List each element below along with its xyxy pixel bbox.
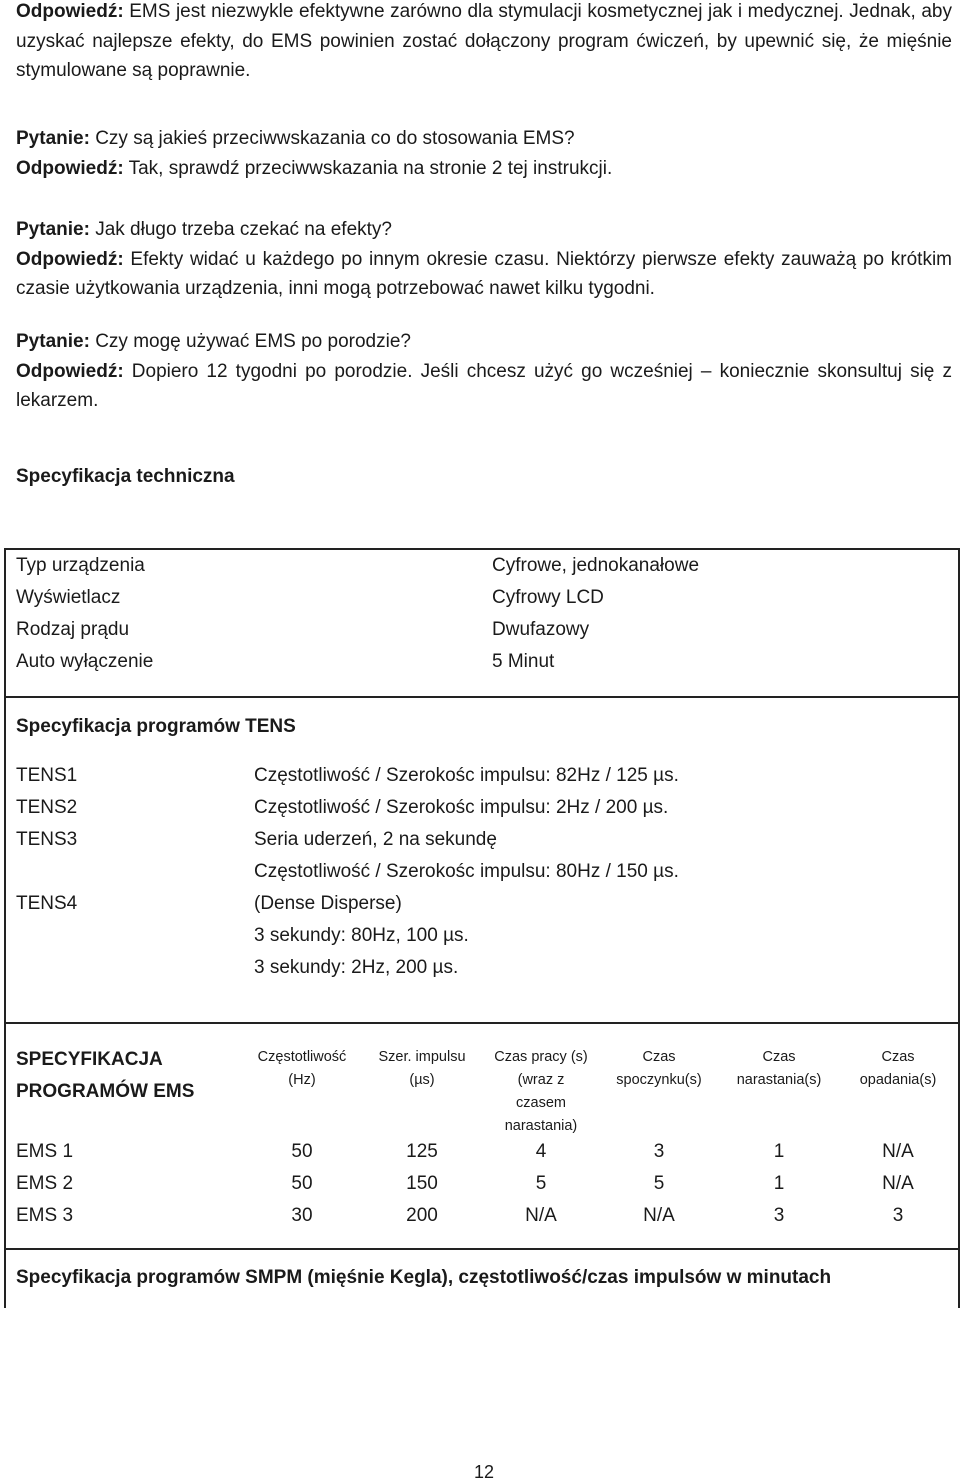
ems-cell: 3 (773, 1205, 785, 1226)
ems-cell: 3 (653, 1141, 665, 1162)
smpm-spec-box (4, 1250, 960, 1308)
spec-label: Rodzaj prądu (16, 619, 130, 640)
faq-question (16, 215, 952, 245)
header-line: Częstotliwość (257, 1049, 347, 1065)
ems-cell: 150 (406, 1173, 438, 1194)
ems-column-header (599, 1046, 719, 1092)
ems-cell: 5 (535, 1173, 547, 1194)
faq-answer (16, 154, 952, 184)
header-line: (Hz) (288, 1072, 316, 1088)
ems-cell: 3 (892, 1205, 904, 1226)
header-line: narastania) (504, 1118, 578, 1134)
ems-cell: 125 (406, 1141, 438, 1162)
ems-spec-box (4, 1024, 960, 1250)
faq-question (16, 124, 952, 154)
header-line: Czas (762, 1049, 796, 1065)
answer-text: EMS jest niezwykle efektywne zarówno dla stymulacji kosmetycznej jak i medycznej. Jednak, aby uzyskać najlepsze efekty, do EMS powinien zostać dołączony program ćwiczeń, by upewnić się, że mięśnie stymulowane są poprawnie. (16, 1, 952, 81)
ems-cell: 1 (773, 1173, 785, 1194)
header-line: opadania(s) (859, 1072, 937, 1088)
faq-item (16, 215, 952, 304)
question-label: Pytanie: (16, 219, 90, 240)
ems-cell: 1 (773, 1141, 785, 1162)
spec-value: Dwufazowy (492, 619, 590, 640)
tens-program-line: (Dense Disperse) (254, 893, 402, 914)
faq-answer (16, 0, 952, 86)
header-line: (µs) (409, 1072, 435, 1088)
header-line: czasem (516, 1095, 566, 1111)
ems-cell: N/A (882, 1141, 914, 1162)
ems-column-header (481, 1046, 601, 1138)
faq-question (16, 327, 952, 357)
answer-text: Tak, sprawdź przeciwwskazania na stronie 2 tej instrukcji. (123, 157, 613, 179)
ems-column-header (362, 1046, 482, 1092)
ems-cell: 50 (291, 1173, 313, 1194)
answer-text: Dopiero 12 tygodni po porodzie. Jeśli chcesz użyć go wcześniej – koniecznie skonsultuj się z lekarzem. (16, 360, 952, 411)
ems-column-header (242, 1046, 362, 1092)
faq-answer (16, 245, 952, 304)
ems-cell: 50 (291, 1141, 313, 1162)
header-line: spoczynku(s) (616, 1072, 702, 1088)
faq-item (16, 327, 952, 416)
ems-cell: 30 (291, 1205, 313, 1226)
spec-value: 5 Minut (492, 651, 555, 672)
page-number: 12 (473, 1462, 495, 1482)
tens-program-name: TENS1 (16, 765, 78, 786)
ems-title-line: PROGRAMÓW EMS (16, 1081, 195, 1102)
section-title-smpm: Specyfikacja programów SMPM (mięśnie Kegla), częstotliwość/czas impulsów w minutach (16, 1267, 832, 1288)
answer-label: Odpowiedź: (16, 157, 124, 179)
tens-program-line: 3 sekundy: 80Hz, 100 µs. (254, 925, 469, 946)
tens-program-line: Seria uderzeń, 2 na sekundę (254, 829, 497, 850)
spec-label: Typ urządzenia (16, 555, 145, 576)
ems-cell: N/A (525, 1205, 557, 1226)
ems-cell: N/A (882, 1173, 914, 1194)
answer-label: Odpowiedź: (16, 248, 124, 270)
faq-answer (16, 357, 952, 416)
faq-item (16, 124, 952, 183)
answer-label: Odpowiedź: (16, 1, 124, 22)
tens-program-line: Częstotliwość / Szerokośc impulsu: 80Hz / 150 µs. (254, 861, 679, 882)
faq-item (16, 0, 952, 86)
spec-label: Wyświetlacz (16, 587, 121, 608)
header-line: Szer. impulsu (378, 1049, 466, 1065)
question-text: Jak długo trzeba czekać na efekty? (89, 219, 392, 240)
section-title-tech-spec: Specyfikacja techniczna (16, 466, 235, 487)
header-line: (wraz z (517, 1072, 565, 1088)
question-text: Czy mogę używać EMS po porodzie? (89, 331, 411, 352)
ems-column-header (838, 1046, 958, 1092)
question-label: Pytanie: (16, 128, 90, 149)
ems-cell: 4 (535, 1141, 547, 1162)
spec-value: Cyfrowy LCD (492, 587, 604, 608)
tens-program-name: TENS3 (16, 829, 78, 850)
ems-column-header (719, 1046, 839, 1092)
tens-spec-box (4, 696, 960, 1024)
tens-program-line: 3 sekundy: 2Hz, 200 µs. (254, 957, 459, 978)
answer-label: Odpowiedź: (16, 360, 124, 382)
ems-row-name: EMS 2 (16, 1173, 74, 1194)
tech-spec-box (4, 548, 960, 698)
question-text: Czy są jakieś przeciwwskazania co do stosowania EMS? (89, 128, 575, 149)
header-line: Czas (642, 1049, 676, 1065)
spec-value: Cyfrowe, jednokanałowe (492, 555, 700, 576)
spec-label: Auto wyłączenie (16, 651, 154, 672)
ems-cell: N/A (643, 1205, 675, 1226)
header-line: Czas (881, 1049, 915, 1065)
answer-text: Efekty widać u każdego po innym okresie czasu. Niektórzy pierwsze efekty zauważą po krótkim czasie użytkowania urządzenia, inni mogą potrzebować nawet kilku tygodni. (16, 248, 952, 299)
tens-program-line: Częstotliwość / Szerokośc impulsu: 2Hz / 200 µs. (254, 797, 669, 818)
section-title-tens: Specyfikacja programów TENS (16, 716, 296, 737)
question-label: Pytanie: (16, 331, 90, 352)
header-line: Czas pracy (s) (494, 1049, 588, 1065)
tens-program-name: TENS4 (16, 893, 78, 914)
header-line: narastania(s) (736, 1072, 822, 1088)
tens-program-name: TENS2 (16, 797, 78, 818)
tens-program-line: Częstotliwość / Szerokośc impulsu: 82Hz / 125 µs. (254, 765, 679, 786)
ems-title-line: SPECYFIKACJA (16, 1049, 163, 1070)
ems-cell: 5 (653, 1173, 665, 1194)
ems-cell: 200 (406, 1205, 438, 1226)
ems-row-name: EMS 1 (16, 1141, 74, 1162)
ems-row-name: EMS 3 (16, 1205, 74, 1226)
